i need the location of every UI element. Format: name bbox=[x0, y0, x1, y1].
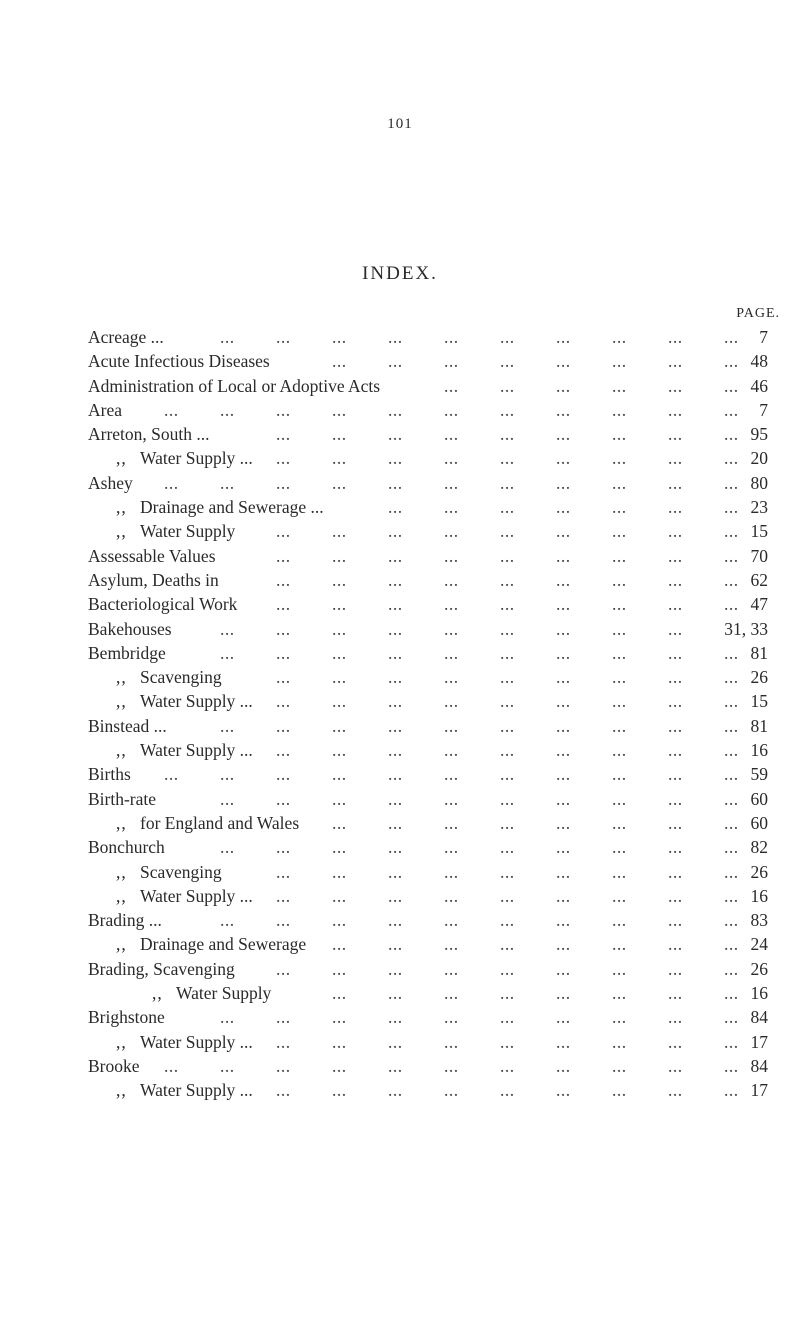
entry-name: ,, Water Supply bbox=[176, 981, 271, 1005]
index-entry: ,, Water Supply ... ... ... ... ... ... ... ... ... ... 15 bbox=[88, 689, 768, 713]
entry-name: Birth-rate bbox=[88, 788, 157, 809]
entry-name: ,, Water Supply ... bbox=[140, 1030, 253, 1054]
entry-name: Arreton, South ... bbox=[88, 424, 210, 445]
entry-name: Acreage ... bbox=[88, 327, 164, 347]
entry-name: Assessable Values bbox=[88, 545, 216, 566]
entry-name: Area bbox=[88, 399, 123, 420]
index-entry: Birth-rate ... ... ... ... ... ... ... ... ... ... 60 bbox=[88, 787, 768, 811]
entry-name: Brading ... bbox=[88, 910, 162, 931]
index-entry: ,, Water Supply ... ... ... ... ... ... ... ... ... 15 bbox=[88, 519, 768, 543]
entry-name: Administration of Local or Adoptive Acts bbox=[88, 375, 381, 396]
entry-page: 7 bbox=[759, 399, 768, 420]
entry-page: 84 bbox=[750, 1055, 768, 1076]
entry-page: 26 bbox=[750, 861, 768, 882]
index-entry: Brighstone ... ... ... ... ... ... ... ... ... ... 84 bbox=[88, 1005, 768, 1029]
index-entry: Brading ... ... ... ... ... ... ... ... ... ... ... 83 bbox=[88, 908, 768, 932]
index-entry: Brooke ... ... ... ... ... ... ... ... ... ... ... 84 bbox=[88, 1054, 768, 1078]
entry-name: Births bbox=[88, 764, 131, 785]
index-title: INDEX. bbox=[362, 263, 438, 284]
entry-name: Brading, Scavenging bbox=[88, 958, 235, 979]
entry-page: 17 bbox=[750, 1031, 768, 1052]
index-entry: ,, Scavenging ... ... ... ... ... ... ... ... ... 26 bbox=[88, 860, 768, 884]
index-entry: ,, Drainage and Sewerage ... ... ... ... ... ... ... ... 23 bbox=[88, 495, 768, 519]
entry-page: 62 bbox=[750, 569, 768, 590]
entry-name: ,, Drainage and Sewerage ... bbox=[140, 495, 324, 519]
entry-name: Bakehouses bbox=[88, 618, 172, 639]
entry-page: 95 bbox=[750, 424, 768, 445]
entry-name: ,, Drainage and Sewerage bbox=[140, 932, 306, 956]
entry-page: 83 bbox=[750, 910, 768, 931]
index-entry: Ashey ... ... ... ... ... ... ... ... ... ... ... 80 bbox=[88, 471, 768, 495]
entry-name: ,, Scavenging bbox=[140, 665, 222, 689]
entry-name: ,, Scavenging bbox=[140, 860, 222, 884]
entry-page: 26 bbox=[750, 958, 768, 979]
index-entry: ,, for England and Wales ... ... ... ... ... ... ... ... 60 bbox=[88, 811, 768, 835]
entry-page: 24 bbox=[750, 934, 768, 955]
entry-name: ,, Water Supply ... bbox=[140, 689, 253, 713]
entry-page: 16 bbox=[750, 885, 768, 906]
index-entry: Bacteriological Work ... ... ... ... ... ... ... ... ... 47 bbox=[88, 592, 768, 616]
index-entry: ,, Water Supply ... ... ... ... ... ... ... ... ... ... 17 bbox=[88, 1078, 768, 1102]
index-entry: Acute Infectious Diseases ... ... ... ... ... ... ... ... 48 bbox=[88, 349, 768, 373]
entry-page: 16 bbox=[750, 983, 768, 1004]
index-entry: Bonchurch ... ... ... ... ... ... ... ... ... ... 82 bbox=[88, 835, 768, 859]
entry-name: Bacteriological Work bbox=[88, 594, 238, 615]
entry-page: 48 bbox=[750, 351, 768, 372]
entry-page: 31, 33 bbox=[724, 618, 768, 639]
entry-page: 23 bbox=[750, 497, 768, 518]
index-entry: Administration of Local or Adoptive Acts ... ... ... ... ... ... 46 bbox=[88, 374, 768, 398]
entry-page: 47 bbox=[750, 594, 768, 615]
index-entry: Asylum, Deaths in ... ... ... ... ... ... ... ... ... 62 bbox=[88, 568, 768, 592]
index-entry: ,, Water Supply ... ... ... ... ... ... ... ... 16 bbox=[88, 981, 768, 1005]
entry-page: 15 bbox=[750, 691, 768, 712]
index-entries bbox=[88, 325, 768, 1103]
entry-page: 46 bbox=[750, 375, 768, 396]
index-entry: Brading, Scavenging ... ... ... ... ... ... ... ... ... 26 bbox=[88, 957, 768, 981]
page-number: 101 bbox=[387, 116, 413, 132]
page-column-header: PAGE. bbox=[736, 306, 780, 321]
index-entry: ,, Water Supply ... ... ... ... ... ... ... ... ... ... 16 bbox=[88, 738, 768, 762]
entry-name: Brighstone bbox=[88, 1007, 165, 1028]
index-entry: Bembridge ... ... ... ... ... ... ... ... ... ... 81 bbox=[88, 641, 768, 665]
entry-page: 81 bbox=[750, 642, 768, 663]
entry-name: ,, Water Supply ... bbox=[140, 1078, 253, 1102]
entry-page: 26 bbox=[750, 667, 768, 688]
index-entry: Acreage ... ... ... ... ... ... ... ... ... ... ... 7 bbox=[88, 325, 768, 349]
entry-name: ,, Water Supply ... bbox=[140, 738, 253, 762]
entry-page: 60 bbox=[750, 788, 768, 809]
index-entry: Assessable Values ... ... ... ... ... ... ... ... ... 70 bbox=[88, 544, 768, 568]
entry-name: Bonchurch bbox=[88, 837, 165, 858]
index-entry: Arreton, South ... ... ... ... ... ... ... ... ... ... 95 bbox=[88, 422, 768, 446]
entry-name: ,, Water Supply ... bbox=[140, 446, 253, 470]
entry-name: ,, for England and Wales bbox=[140, 811, 299, 835]
entry-name: Ashey bbox=[88, 472, 133, 493]
index-entry: Births ... ... ... ... ... ... ... ... ... ... ... 59 bbox=[88, 762, 768, 786]
entry-name: Brooke bbox=[88, 1055, 140, 1076]
entry-name: Acute Infectious Diseases bbox=[88, 351, 270, 372]
entry-page: 60 bbox=[750, 812, 768, 833]
entry-page: 82 bbox=[750, 837, 768, 858]
index-entry: Binstead ... ... ... ... ... ... ... ... ... ... ... 81 bbox=[88, 714, 768, 738]
entry-page: 84 bbox=[750, 1007, 768, 1028]
entry-page: 81 bbox=[750, 715, 768, 736]
entry-page: 17 bbox=[750, 1080, 768, 1101]
entry-page: 80 bbox=[750, 472, 768, 493]
index-entry: ,, Drainage and Sewerage ... ... ... ... ... ... ... ... 24 bbox=[88, 932, 768, 956]
entry-page: 7 bbox=[759, 327, 768, 347]
index-entry: ,, Water Supply ... ... ... ... ... ... ... ... ... ... 20 bbox=[88, 446, 768, 470]
entry-page: 16 bbox=[750, 740, 768, 761]
index-entry: Bakehouses ... ... ... ... ... ... ... ... ... 31, 33 bbox=[88, 617, 768, 641]
index-entry: ,, Scavenging ... ... ... ... ... ... ... ... ... 26 bbox=[88, 665, 768, 689]
entry-name: Binstead ... bbox=[88, 715, 167, 736]
entry-page: 59 bbox=[750, 764, 768, 785]
entry-name: Bembridge bbox=[88, 642, 166, 663]
entry-page: 70 bbox=[750, 545, 768, 566]
index-entry: Area ... ... ... ... ... ... ... ... ... ... ... 7 bbox=[88, 398, 768, 422]
entry-name: ,, Water Supply bbox=[140, 519, 235, 543]
entry-name: ,, Water Supply ... bbox=[140, 884, 253, 908]
index-entry: ,, Water Supply ... ... ... ... ... ... ... ... ... ... 17 bbox=[88, 1030, 768, 1054]
entry-page: 15 bbox=[750, 521, 768, 542]
entry-page: 20 bbox=[750, 448, 768, 469]
entry-name: Asylum, Deaths in bbox=[88, 569, 219, 590]
index-entry: ,, Water Supply ... ... ... ... ... ... ... ... ... ... 16 bbox=[88, 884, 768, 908]
